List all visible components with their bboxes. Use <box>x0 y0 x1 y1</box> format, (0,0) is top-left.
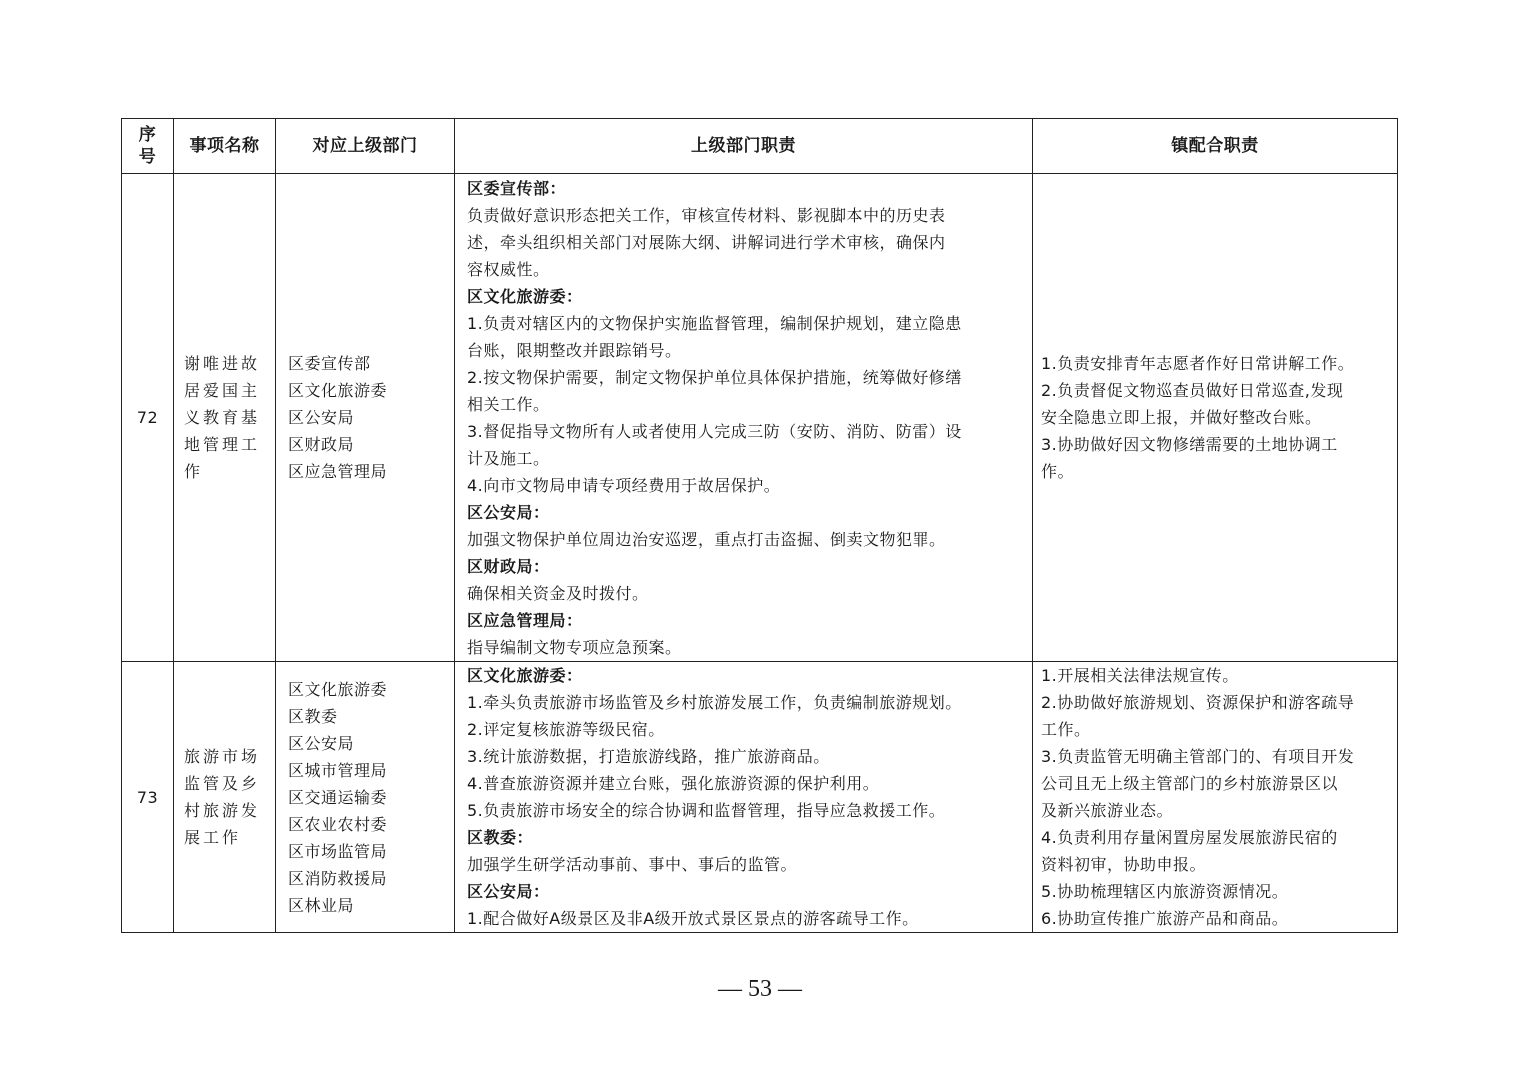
duty-line: 指导编制文物专项应急预案。 <box>467 637 682 657</box>
duty-line: 1.负责对辖区内的文物保护实施监督管理，编制保护规划，建立隐患 <box>467 313 962 333</box>
item-name <box>174 174 276 662</box>
coop-line: 6.协助宣传推广旅游产品和商品。 <box>1041 909 1289 928</box>
dept-item: 区林业局 <box>288 895 355 915</box>
duty-line: 计及施工。 <box>467 448 550 468</box>
coop-line: 3.负责监管无明确主管部门的、有项目开发 <box>1041 747 1355 766</box>
coop-line: 资料初审，协助申报。 <box>1041 855 1207 874</box>
duty-cell <box>455 662 1033 933</box>
table-row <box>122 174 1398 662</box>
duty-line: 1.配合做好A级景区及非A级开放式景区景点的游客疏导工作。 <box>467 909 919 928</box>
duty-line: 相关工作。 <box>467 394 550 414</box>
table-row <box>122 662 1398 933</box>
item-name-line: 展工作 <box>184 828 242 847</box>
coop-cell <box>1033 662 1398 933</box>
duty-dept-heading: 区应急管理局： <box>467 610 583 630</box>
coop-line: 2.协助做好旅游规划、资源保护和游客疏导 <box>1041 693 1355 712</box>
item-name-line: 监管及乡 <box>184 774 261 793</box>
coop-line: 2.负责督促文物巡查员做好日常巡查,发现 <box>1041 381 1344 400</box>
duty-line: 容权威性。 <box>467 259 550 279</box>
duty-dept-heading: 区教委： <box>467 828 534 847</box>
item-name-line: 居爱国主 <box>184 381 261 400</box>
dept-item: 区公安局 <box>288 408 355 427</box>
page-number: — 53 — <box>718 976 802 1002</box>
item-name-line: 谢唯进故 <box>184 354 261 373</box>
item-name-line: 村旅游发 <box>184 801 261 820</box>
duty-dept-heading: 区文化旅游委： <box>467 286 583 306</box>
duty-cell <box>455 174 1033 662</box>
coop-line: 安全隐患立即上报，并做好整改台账。 <box>1041 408 1322 427</box>
header-name: 事项名称 <box>174 119 276 174</box>
dept-item: 区农业农村委 <box>288 814 388 834</box>
dept-item: 区文化旅游委 <box>288 679 388 699</box>
coop-line: 工作。 <box>1041 720 1091 739</box>
coop-line: 4.负责利用存量闲置房屋发展旅游民宿的 <box>1041 828 1338 847</box>
dept-item: 区教委 <box>288 706 338 726</box>
item-name-line: 作 <box>184 462 204 481</box>
dept-item: 区交通运输委 <box>288 787 388 807</box>
row-number: 73 <box>122 662 174 933</box>
coop-line: 公司且无上级主管部门的乡村旅游景区以 <box>1041 774 1339 793</box>
duty-line: 3.督促指导文物所有人或者使用人完成三防（安防、消防、防雷）设 <box>467 421 962 441</box>
duty-line: 4.普查旅游资源并建立台账，强化旅游资源的保护利用。 <box>467 774 880 793</box>
item-name-line: 义教育基 <box>184 408 261 427</box>
coop-line: 5.协助梳理辖区内旅游资源情况。 <box>1041 882 1289 901</box>
item-name-line: 地管理工 <box>184 435 261 454</box>
dept-item: 区文化旅游委 <box>288 381 388 400</box>
duty-dept-heading: 区文化旅游委： <box>467 666 583 685</box>
duty-table <box>121 118 1398 933</box>
item-name-line: 旅游市场 <box>184 747 261 766</box>
coop-cell <box>1033 174 1398 662</box>
dept-item: 区财政局 <box>288 435 355 454</box>
duty-dept-heading: 区委宣传部： <box>467 178 567 198</box>
coop-line: 1.负责安排青年志愿者作好日常讲解工作。 <box>1041 354 1355 373</box>
dept-list <box>276 662 455 933</box>
header-seq-char-2: 号 <box>138 147 157 167</box>
header-duty: 上级部门职责 <box>455 119 1033 174</box>
dept-item: 区应急管理局 <box>288 462 388 481</box>
coop-line: 3.协助做好因文物修缮需要的土地协调工 <box>1041 435 1338 454</box>
row-number: 72 <box>122 174 174 662</box>
duty-line: 5.负责旅游市场安全的综合协调和监督管理，指导应急救援工作。 <box>467 801 946 820</box>
item-name <box>174 662 276 933</box>
duty-line: 台账，限期整改并跟踪销号。 <box>467 340 682 360</box>
duty-dept-heading: 区公安局： <box>467 502 550 522</box>
duty-line: 2.按文物保护需要，制定文物保护单位具体保护措施，统筹做好修缮 <box>467 367 962 387</box>
coop-line: 1.开展相关法律法规宣传。 <box>1041 666 1239 685</box>
duty-dept-heading: 区财政局： <box>467 556 550 576</box>
dept-item: 区委宣传部 <box>288 354 371 373</box>
header-row <box>122 119 1398 174</box>
duty-line: 述，牵头组织相关部门对展陈大纲、讲解词进行学术审核，确保内 <box>467 232 946 252</box>
dept-item: 区消防救援局 <box>288 868 388 888</box>
dept-list <box>276 174 455 662</box>
header-coop: 镇配合职责 <box>1033 119 1398 174</box>
header-seq <box>122 119 174 174</box>
duty-line: 1.牵头负责旅游市场监管及乡村旅游发展工作，负责编制旅游规划。 <box>467 693 962 712</box>
duty-dept-heading: 区公安局： <box>467 882 550 901</box>
duty-line: 2.评定复核旅游等级民宿。 <box>467 720 665 739</box>
duty-line: 负责做好意识形态把关工作，审核宣传材料、影视脚本中的历史表 <box>467 205 946 225</box>
header-seq-char-1: 序 <box>138 125 157 145</box>
coop-line: 及新兴旅游业态。 <box>1041 801 1174 820</box>
duty-line: 加强文物保护单位周边治安巡逻，重点打击盗掘、倒卖文物犯罪。 <box>467 529 946 549</box>
header-dept: 对应上级部门 <box>276 119 455 174</box>
duty-line: 3.统计旅游数据，打造旅游线路，推广旅游商品。 <box>467 747 830 766</box>
dept-item: 区公安局 <box>288 733 355 753</box>
coop-line: 作。 <box>1041 462 1075 481</box>
duty-line: 加强学生研学活动事前、事中、事后的监管。 <box>467 855 798 874</box>
dept-item: 区城市管理局 <box>288 760 388 780</box>
duty-line: 确保相关资金及时拨付。 <box>467 583 649 603</box>
duty-line: 4.向市文物局申请专项经费用于故居保护。 <box>467 475 781 495</box>
dept-item: 区市场监管局 <box>288 841 388 861</box>
